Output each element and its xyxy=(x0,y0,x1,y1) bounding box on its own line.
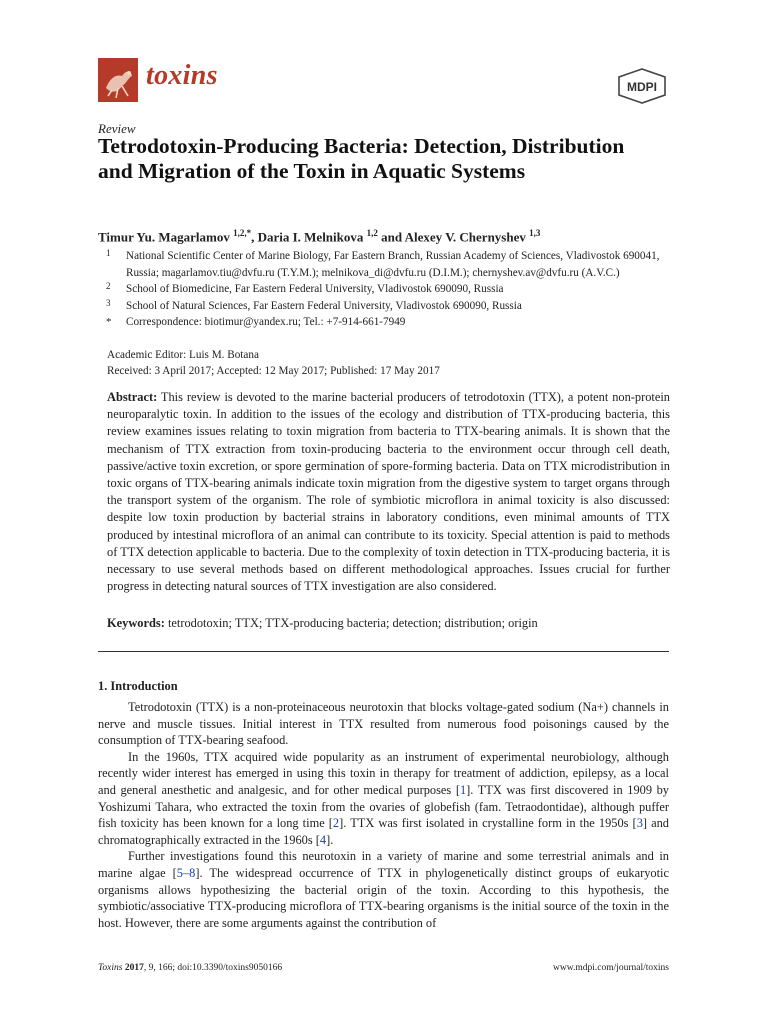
paragraph-text: ]. TTX was first discovered in 1909 by Yoshizumi Tahara, who extracted the toxin from the ovaries of globefish (fam. Tetraodontidae), although puffer fish toxicity has been known for a long time [ xyxy=(98,782,669,831)
affiliation-text: School of Biomedicine, Far Eastern Federal University, Vladivostok 690090, Russia xyxy=(126,283,504,295)
article-type: Review xyxy=(98,121,136,136)
keywords-label: Keywords: xyxy=(107,616,165,630)
affiliation-number: 2 xyxy=(106,281,111,291)
keywords xyxy=(107,616,670,631)
article-meta xyxy=(107,347,440,379)
keywords-text: tetrodotoxin; TTX; TTX-producing bacteria; detection; distribution; origin xyxy=(167,616,538,630)
mdpi-logo xyxy=(616,68,668,104)
affiliation-number: 3 xyxy=(106,297,111,308)
author-affil-sup: 1,3 xyxy=(529,228,541,238)
affiliation-text: School of Natural Sciences, Far Eastern Federal University, Vladivostok 690090, Russia xyxy=(126,299,522,312)
author-name[interactable]: Daria I. Melnikova xyxy=(257,229,364,245)
citation-link[interactable]: 5–8 xyxy=(176,865,196,880)
author-name[interactable]: Timur Yu. Magarlamov xyxy=(98,229,230,245)
affiliation-item xyxy=(98,248,668,281)
abstract-label: Abstract: xyxy=(107,390,158,404)
paragraph-text: ]. TTX was first isolated in crystalline form in the 1950s [ xyxy=(339,816,637,831)
paragraph xyxy=(98,749,669,849)
footer-year: 2017 xyxy=(122,963,144,973)
paragraph: Tetrodotoxin (TTX) is a non-proteinaceous neurotoxin that blocks voltage-gated sodium (Na+) channels in nerve and muscle tissues. Initial interest in TTX resulted from numerous food poisonings caused by the consumption of TTX-bearing seafood. xyxy=(98,700,669,748)
author-affil-sup: 1,2 xyxy=(366,228,378,238)
affiliation-number: * xyxy=(106,316,112,328)
paragraph-text: ] and chromatographically extracted in the 1960s [ xyxy=(98,816,669,847)
journal-name: toxins xyxy=(146,60,218,91)
author-affil-sup: 1,2,* xyxy=(233,228,252,238)
citation-link[interactable]: 4 xyxy=(319,832,327,847)
affiliation-item xyxy=(98,298,668,315)
affiliation-number: 1 xyxy=(106,248,111,258)
journal-logo-icon xyxy=(98,58,138,102)
footer-url[interactable]: www.mdpi.com/journal/toxins xyxy=(552,963,669,973)
academic-editor: Academic Editor: Luis M. Botana xyxy=(107,349,259,361)
paragraph-text: In the 1960s, TTX acquired wide popularity as an instrument of experimental neurobiology, although recently wider interest has emerged in using this toxin in therapy for treatment of addiction, epilepsy, as a local and general anesthetic and analgesic, and for other medical purposes [ xyxy=(98,749,669,797)
paragraph-text: Further investigations found this neurotoxin in a variety of marine and some terrestrial animals and in marine algae [ xyxy=(98,849,669,880)
author-separator: and xyxy=(377,229,405,245)
abstract xyxy=(107,389,670,595)
citation-link[interactable]: 2 xyxy=(332,816,340,831)
affiliation-item xyxy=(98,281,668,298)
author-name[interactable]: Alexey V. Chernyshev xyxy=(404,229,526,245)
correspondence-text[interactable]: Correspondence: biotimur@yandex.ru; Tel.: +7-914-661-7949 xyxy=(126,316,406,328)
publisher-label: MDPI xyxy=(627,80,657,94)
affiliation-item xyxy=(98,314,668,331)
footer-journal: Toxins xyxy=(98,963,123,973)
publication-dates: Received: 3 April 2017; Accepted: 12 May 2017; Published: 17 May 2017 xyxy=(107,365,440,377)
affiliation-text: National Scientific Center of Marine Biology, Far Eastern Branch, Russian Academy of Sciences, Vladivostok 690041, Russia; magarlamov.tiu@dvfu.ru (T.Y.M.); melnikova_di@dvfu.ru (D.I.M.); chernyshev.av@dvfu.ru (A.V.C.) xyxy=(126,250,660,279)
author-separator: , xyxy=(251,229,258,245)
footer-citation xyxy=(98,963,282,973)
section-divider xyxy=(98,651,669,652)
citation-link[interactable]: 3 xyxy=(636,816,643,831)
footer-doi: , 9, 166; doi:10.3390/toxins9050166 xyxy=(143,963,283,973)
section-heading: 1. Introduction xyxy=(98,679,178,693)
section-body xyxy=(98,699,669,931)
abstract-text: This review is devoted to the marine bacterial producers of tetrodotoxin (TTX), a potent non-protein neuroparalytic toxin. In addition to the issues of the ecology and distribution of TTX-producing bacteria, this review examines issues relating to toxin migration from bacteria to TTX-bearing animals. It is shown that the mechanism of TTX extraction from toxin-producing bacteria to the environment occur through cell death, passive/active toxin excretion, or spore germination of spore-forming bacteria. Data on TTX microdistribution in toxic organs of TTX-bearing animals indicate toxin migration from the digestive system to target organs through the transport system of the organism. The role of symbiotic microflora in animal toxicity is also discussed: despite low toxin production by bacterial strains in laboratory conditions, even minimal amounts of TTX produced by intestinal microflora of an animal can contribute to its toxicity. Special attention is paid to methods of TTX detection applicable to bacteria. Due to the complexity of toxin detection in TTX-producing bacteria, it is necessary to use several methods based on different methodological approaches. Issues crucial for further progress in detecting natural sources of TTX investigation are also considered. xyxy=(107,390,670,594)
citation-link[interactable]: 1 xyxy=(459,782,467,797)
affiliations xyxy=(98,248,668,331)
paragraph-text: ]. The widespread occurrence of TTX in phylogenetically distinct groups of eukaryotic organisms allows hypothesizing the bacterial origin of the toxin. According to this hypothesis, the symbiotic/associative TTX-producing microflora of TTX-bearing organisms is the initial source of the toxin in the host. However, there are some arguments against the contribution of xyxy=(98,865,670,930)
paragraph xyxy=(98,848,669,931)
author-list xyxy=(98,228,540,245)
paragraph-text: ]. xyxy=(326,832,334,847)
article-title: Tetrodotoxin-Producing Bacteria: Detection, Distribution and Migration of the Toxin in Aquatic Systems xyxy=(98,134,625,183)
